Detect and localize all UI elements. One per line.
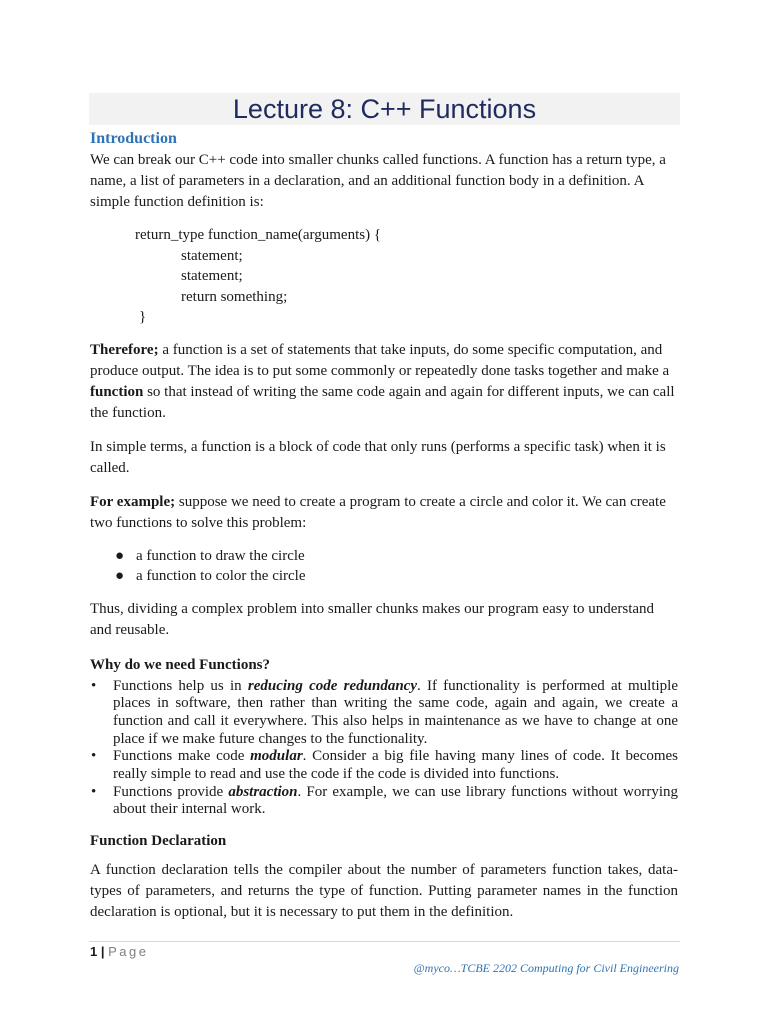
thus-paragraph: Thus, dividing a complex problem into smaller chunks makes our program easy to understand and reusable. [90, 600, 655, 638]
page-number-value: 1 [90, 944, 98, 959]
title-bar [89, 93, 680, 125]
list-item [91, 748, 678, 783]
therefore-bold-function: function [90, 383, 144, 400]
why-b1-emphasis: reducing code redundancy [247, 677, 417, 694]
example-text: suppose we need to create a program to create a circle and color it. We can create two functions to solve this problem: [90, 493, 666, 531]
code-line-statement-1: statement; [181, 247, 243, 264]
therefore-text-2: so that instead of writing the same code again and again for different inputs, we can call the function. [90, 383, 675, 421]
example-lead: For example; [90, 493, 176, 510]
list-item [91, 677, 678, 749]
list-item-text: a function to color the circle [136, 567, 306, 584]
introduction-paragraph: We can break our C++ code into smaller chunks called functions. A function has a return type, a name, a list of parameters in a declaration, and an additional function body in a definition. A simple function definition is: [90, 152, 666, 210]
page-number [90, 944, 149, 959]
content [90, 126, 678, 923]
bullet-icon: ● [115, 547, 125, 564]
page-label: Page [108, 944, 149, 959]
footer-credit: @myco…TCBE 2202 Computing for Civil Engineering [413, 961, 679, 975]
example-paragraph [90, 492, 678, 534]
code-example [135, 225, 678, 328]
page-title: Lecture 8: C++ Functions [232, 94, 537, 124]
footer-divider [89, 941, 680, 942]
why-b2-pre: Functions make code [113, 748, 251, 765]
declaration-heading: Function Declaration [90, 833, 227, 850]
why-b1-post: . If functionality is performed at multiple places in software, then rather than writing the same code, again and again, we create a function and call it everywhere. This also helps in maintenance as we have to change at one place if we make future changes to the functionality. [113, 677, 678, 747]
bullet-icon: • [91, 748, 97, 765]
therefore-lead: Therefore; [90, 341, 159, 358]
example-bullet-list [90, 546, 678, 586]
bullet-icon: • [91, 783, 97, 800]
therefore-text-1: a function is a set of statements that take inputs, do some specific computation, and produce output. The idea is to put some commonly or repeatedly done tasks together and make a [90, 341, 670, 379]
page-number-separator: | [100, 944, 105, 959]
bullet-icon: ● [115, 567, 125, 584]
introduction-heading: Introduction [90, 130, 177, 147]
why-b3-emphasis: abstraction [228, 783, 298, 800]
why-b3-post: . For example, we can use library functions without worrying about their internal work. [113, 783, 678, 818]
therefore-paragraph [90, 340, 678, 424]
why-bullet-list [90, 678, 678, 820]
code-line-close-brace: } [139, 309, 147, 325]
list-item [91, 783, 678, 819]
why-b2-emphasis: modular [250, 748, 303, 765]
declaration-paragraph: A function declaration tells the compiler about the number of parameters function takes, data-types of parameters, and returns the type of function. Putting parameter names in the function declaration is optional, but it is necessary to put them in the definition. [90, 862, 678, 921]
list-item [115, 546, 678, 566]
list-item [115, 566, 678, 586]
why-b1-pre: Functions help us in [113, 677, 248, 694]
code-line-signature: return_type function_name(arguments) { [135, 227, 382, 243]
why-heading: Why do we need Functions? [90, 656, 271, 673]
why-b2-post: . Consider a big file having many lines of code. It becomes really simple to read and use the code if the code is divided into functions. [113, 748, 678, 783]
bullet-icon: • [91, 677, 97, 694]
why-b3-pre: Functions provide [113, 783, 229, 800]
list-item-text: a function to draw the circle [136, 547, 305, 564]
code-line-statement-2: statement; [181, 268, 243, 284]
simple-terms-paragraph: In simple terms, a function is a block of code that only runs (performs a specific task) when it is called. [90, 438, 666, 476]
code-line-return: return something; [181, 288, 288, 305]
